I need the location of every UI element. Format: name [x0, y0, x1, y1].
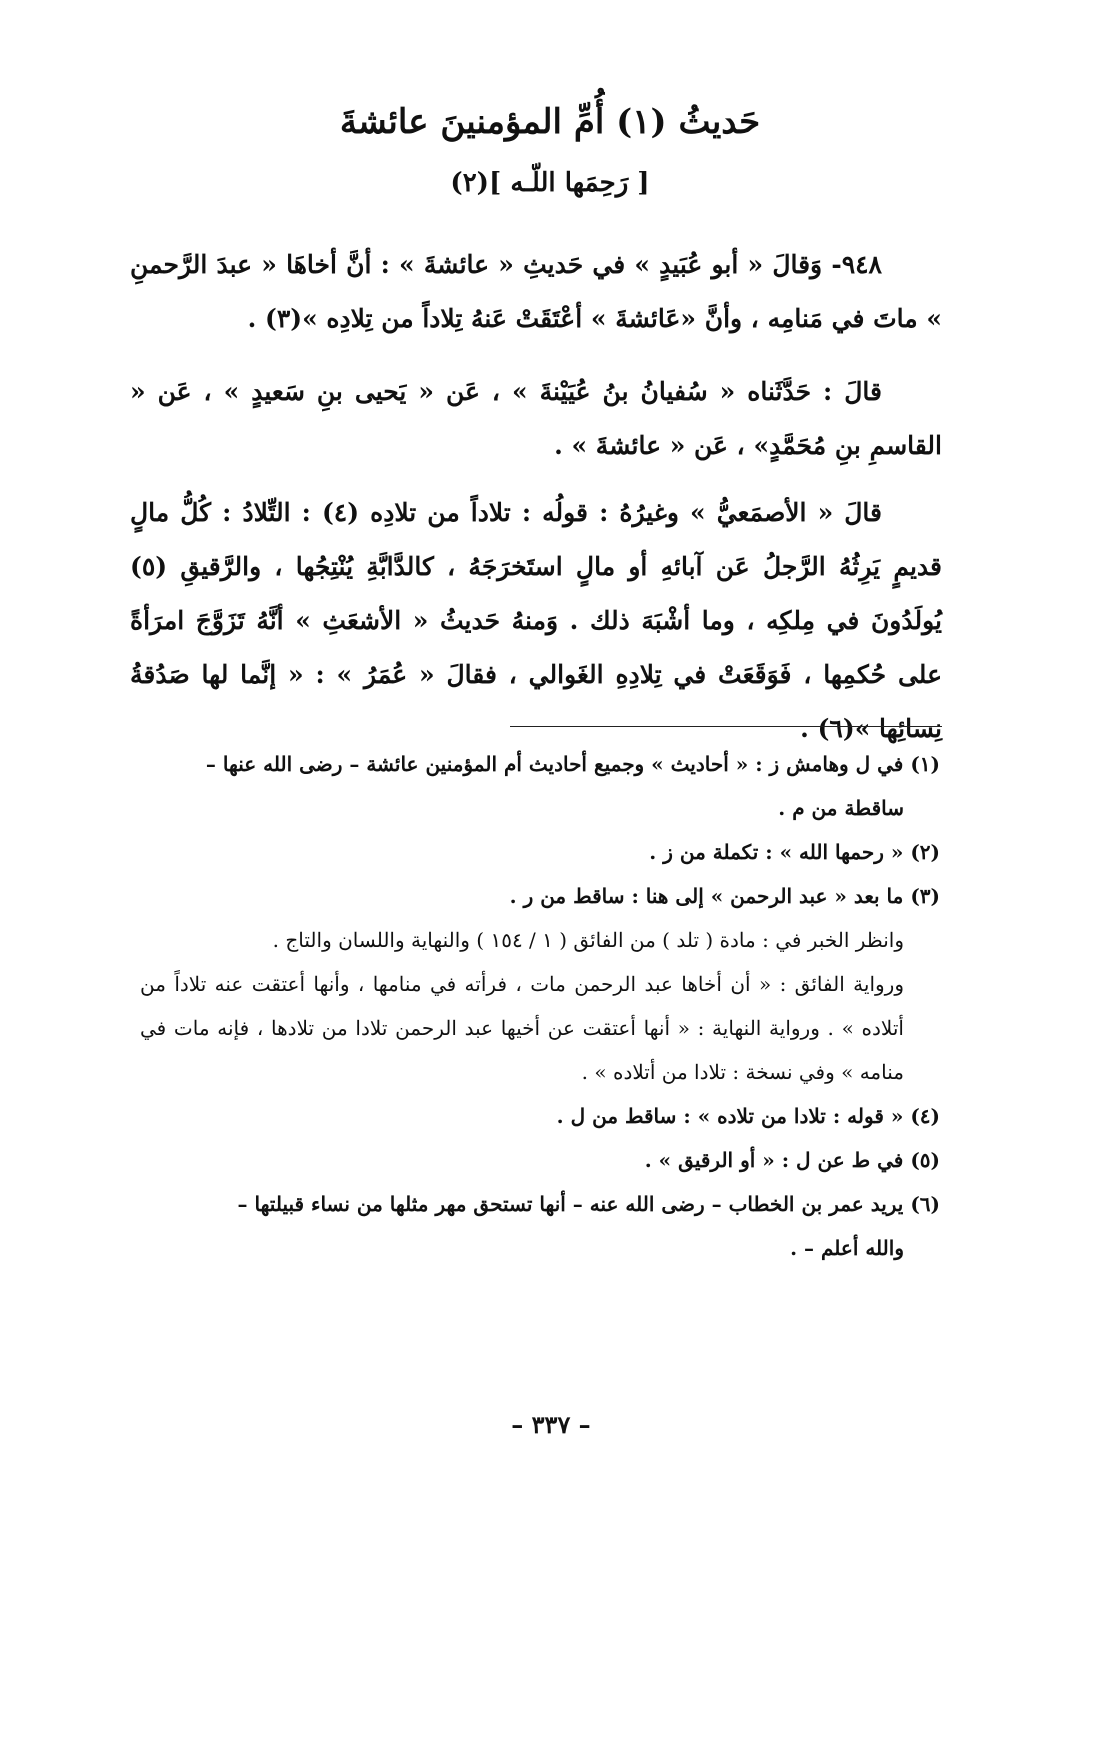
paragraph-commentary	[130, 486, 942, 756]
footnote-1: (١) في ل وهامش ز : « أحاديث » وجميع أحاديث أم المؤمنين عائشة – رضى الله عنها –	[205, 752, 940, 776]
footnote-3-variant: ورواية الفائق : « أن أخاها عبد الرحمن مات ، فرأته في منامها ، وأنها أعتقت عنه تلاداً من أتلاده » . ورواية النهاية : « أنها أعتقت عن أخيها عبد الرحمن تلادا من تلادها ، فإنه مات في منامه » وفي نسخة : تلادا من أتلاده » .	[140, 972, 904, 1084]
chapter-title: حَديثُ (١) أُمِّ المؤمنينَ عائشةَ	[339, 102, 761, 142]
footnote-1-continued: ساقطة من م .	[778, 796, 904, 820]
footnote-divider	[510, 726, 942, 727]
paragraph-text: ٩٤٨- وَقالَ « أبو عُبَيدٍ » في حَديثِ « عائشةَ » : أنَّ أخاهَا « عبدَ الرَّحمنِ » ماتَ في مَنامِه ، وأنَّ «عَائشةَ » أعْتَقَتْ عَنهُ تِلاداً من تِلادِه »(٣) .	[130, 250, 942, 333]
footnote-5: (٥) في ط عن ل : « أو الرقيق » .	[644, 1148, 940, 1172]
paragraph-text: قالَ : حَدَّثَناه « سُفيانُ بنُ عُيَيْنةَ » ، عَن « يَحيى بنِ سَعيدٍ » ، عَن « القاسمِ بنِ مُحَمَّدٍ» ، عَن « عائشةَ » .	[130, 377, 942, 460]
paragraph-isnad	[130, 365, 942, 473]
footnote-3-reference: وانظر الخبر في : مادة ( تلد ) من الفائق ( ١ / ١٥٤ ) والنهاية واللسان والتاج .	[272, 928, 904, 952]
paragraph-text: قالَ « الأصمَعيُّ » وغيرُهُ : قولُه : تلاداً من تلادِه (٤) : التِّلادُ : كُلُّ مالٍ قديمٍ يَرِثُهُ الرَّجلُ عَن آبائهِ أو مالٍ استَخرَجَهُ ، كالدَّابَّةِ يُنْتِجُها ، والرَّقيقِ (٥) يُولَدُونَ في مِلكِه ، وما أشْبَهَ ذلك . وَمنهُ حَديثُ « الأشعَثِ » أنَّهُ تَزَوَّجَ امرَأةً على حُكمِها ، فَوَقَعَتْ في تِلادِهِ الغَوالي ، فقالَ « عُمَرُ » : « إنَّما لها صَدُقةُ نِسائِها »(٦) .	[130, 498, 942, 743]
footnote-4: (٤) « قوله : تلادا من تلاده » : ساقط من ل .	[556, 1104, 940, 1128]
footnote-3: (٣) ما بعد « عبد الرحمن » إلى هنا : ساقط من ر .	[509, 884, 940, 908]
footnotes	[140, 742, 940, 1270]
footnote-6: (٦) يريد عمر بن الخطاب – رضى الله عنه – أنها تستحق مهر مثلها من نساء قبيلتها –	[237, 1192, 940, 1216]
footnote-6-continued: والله أعلم – .	[790, 1236, 904, 1260]
footnote-2: (٢) « رحمها الله » : تكملة من ز .	[649, 840, 940, 864]
page-number: – ٣٣٧ –	[511, 1410, 591, 1439]
chapter-subtitle: [ رَحِمَها اللّـه ](٢)	[450, 168, 650, 198]
paragraph-948	[130, 238, 942, 346]
